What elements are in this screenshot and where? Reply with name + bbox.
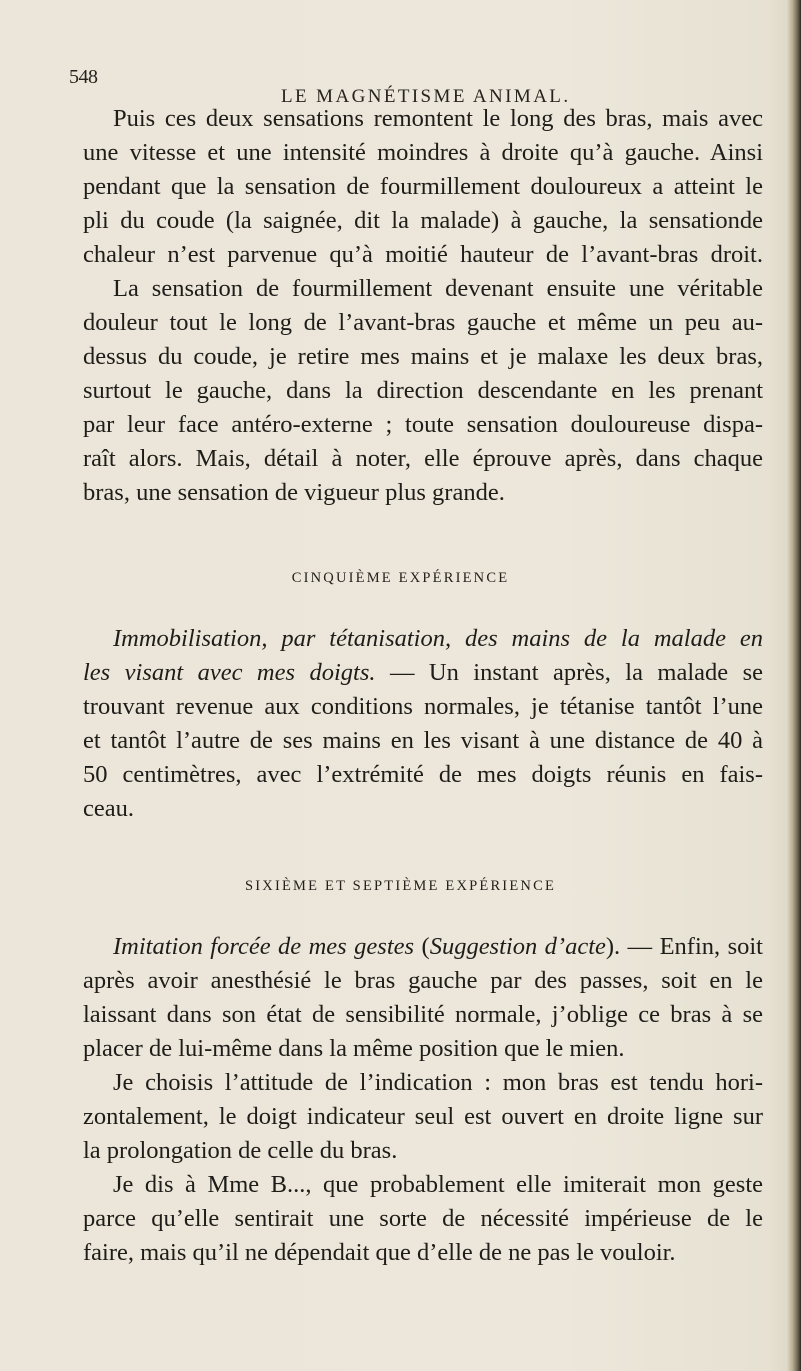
text-line: parce qu’elle sentirait une sorte de nécessité impérieuse de le <box>83 1205 763 1232</box>
text-line: faire, mais qu’il ne dépendait que d’elle de ne pas le vouloir. <box>83 1239 676 1266</box>
text-line: dessus du coude, je retire mes mains et je malaxe les deux bras, <box>83 343 763 370</box>
text-line: pli du coude (la saignée, dit la malade) à gauche, la sensationde <box>83 207 763 234</box>
italic-run: Suggestion d’acte <box>429 933 606 960</box>
text-line: zontalement, le doigt indicateur seul est ouvert en droite ligne sur <box>83 1103 763 1130</box>
italic-run: les visant avec mes doigts. <box>83 659 376 686</box>
text-line: ceau. <box>83 795 134 822</box>
text-line: bras, une sensation de vigueur plus grande. <box>83 479 505 506</box>
text-run: ). — Enfin, soit <box>605 933 763 960</box>
text-line: laissant dans son état de sensibilité normale, j’oblige ce bras à se <box>83 1001 763 1028</box>
text-line: Immobilisation, par tétanisation, des mains de la malade en <box>113 625 763 652</box>
section-heading: CINQUIÈME EXPÉRIENCE <box>291 570 510 586</box>
text-line: 50 centimètres, avec l’extrémité de mes doigts réunis en fais- <box>83 761 763 788</box>
text-line <box>83 658 763 687</box>
text-line: placer de lui-même dans la même position que le mien. <box>83 1035 625 1062</box>
text-line: surtout le gauche, dans la direction descendante en les prenant <box>83 377 763 404</box>
section-heading: SIXIÈME ET SEPTIÈME EXPÉRIENCE <box>244 878 556 894</box>
text-line: raît alors. Mais, détail à noter, elle éprouve après, dans chaque <box>83 445 763 472</box>
text-line: après avoir anesthésié le bras gauche par des passes, soit en le <box>83 967 763 994</box>
text-line: chaleur n’est parvenue qu’à moitié hauteur de l’avant-bras droit. <box>83 241 763 268</box>
page-number: 548 <box>69 66 98 88</box>
text-line: une vitesse et une intensité moindres à droite qu’à gauche. Ainsi <box>83 139 763 166</box>
running-head: LE MAGNÉTISME ANIMAL. <box>281 86 571 107</box>
text-line <box>113 932 763 961</box>
text-line: douleur tout le long de l’avant-bras gauche et même un peu au- <box>83 309 763 336</box>
text-line: Je choisis l’attitude de l’indication : mon bras est tendu hori- <box>113 1069 763 1096</box>
text-run: ( <box>414 933 430 960</box>
text-line: La sensation de fourmillement devenant ensuite une véritable <box>113 275 763 302</box>
page-edge-shadow <box>787 0 801 1371</box>
text-line: la prolongation de celle du bras. <box>83 1137 398 1164</box>
text-line: Puis ces deux sensations remontent le long des bras, mais avec <box>113 105 763 132</box>
text-line: pendant que la sensation de fourmillement douloureux a atteint le <box>83 173 763 200</box>
text-run: — Un instant après, la malade se <box>375 659 763 686</box>
text-line: et tantôt l’autre de ses mains en les visant à une distance de 40 à <box>83 727 763 754</box>
text-line: trouvant revenue aux conditions normales, je tétanise tantôt l’une <box>83 693 763 720</box>
italic-run: Imitation forcée de mes gestes <box>113 933 415 960</box>
text-line: par leur face antéro-externe ; toute sensation douloureuse dispa- <box>83 411 763 438</box>
text-line: Je dis à Mme B..., que probablement elle imiterait mon geste <box>113 1171 763 1198</box>
